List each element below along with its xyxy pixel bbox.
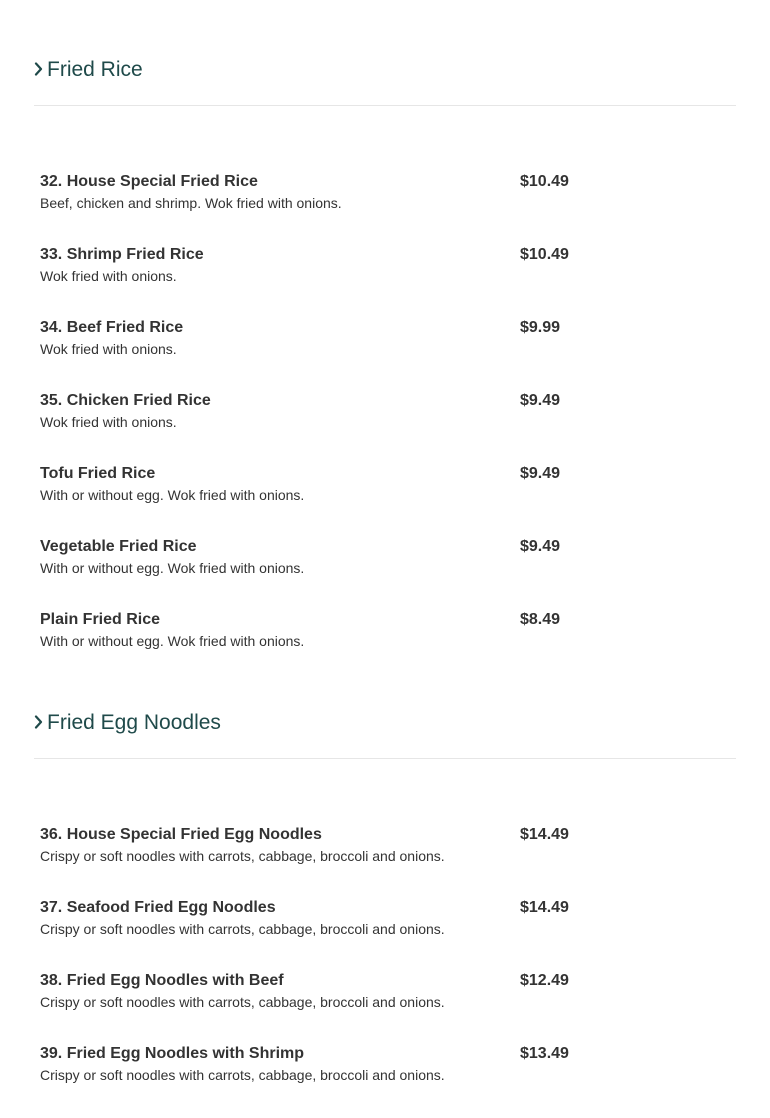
item-description: Crispy or soft noodles with carrots, cabbage, broccoli and onions. xyxy=(40,1067,445,1083)
item-name[interactable]: 37. Seafood Fried Egg Noodles xyxy=(40,899,276,916)
item-price: $10.49 xyxy=(520,173,569,190)
section-divider xyxy=(34,758,736,759)
menu-item[interactable] xyxy=(40,392,730,465)
section-divider xyxy=(34,105,736,106)
menu-item-list xyxy=(40,173,730,684)
item-description: Beef, chicken and shrimp. Wok fried with onions. xyxy=(40,195,342,211)
item-description: Wok fried with onions. xyxy=(40,341,177,357)
item-price: $13.49 xyxy=(520,1045,569,1062)
menu-item[interactable] xyxy=(40,899,730,972)
item-description: With or without egg. Wok fried with onions. xyxy=(40,560,305,576)
item-price: $12.49 xyxy=(520,972,569,989)
item-name[interactable]: 39. Fried Egg Noodles with Shrimp xyxy=(40,1045,305,1062)
item-description: With or without egg. Wok fried with onions. xyxy=(40,633,305,649)
menu-item[interactable] xyxy=(40,972,730,1045)
section-title: Fried Egg Noodles xyxy=(47,710,221,734)
menu-item[interactable] xyxy=(40,173,730,246)
item-name[interactable]: Vegetable Fried Rice xyxy=(40,538,197,555)
menu-item[interactable] xyxy=(40,538,730,611)
item-description: Crispy or soft noodles with carrots, cabbage, broccoli and onions. xyxy=(40,848,445,864)
menu-section-fried-rice xyxy=(34,51,736,649)
item-name[interactable]: 38. Fried Egg Noodles with Beef xyxy=(40,972,284,989)
section-header-fried-rice[interactable] xyxy=(34,51,736,87)
section-header-fried-egg-noodles[interactable] xyxy=(34,704,736,740)
item-price: $9.99 xyxy=(520,319,561,336)
menu-item[interactable] xyxy=(40,319,730,392)
chevron-right-icon xyxy=(34,61,47,77)
item-description: Wok fried with onions. xyxy=(40,414,177,430)
menu-item[interactable] xyxy=(40,246,730,319)
menu-item[interactable] xyxy=(40,465,730,538)
menu-section-fried-egg-noodles xyxy=(34,704,736,1083)
item-description: With or without egg. Wok fried with onions. xyxy=(40,487,305,503)
item-description: Crispy or soft noodles with carrots, cabbage, broccoli and onions. xyxy=(40,994,445,1010)
item-price: $14.49 xyxy=(520,826,569,843)
item-price: $9.49 xyxy=(520,465,561,482)
item-name[interactable]: 32. House Special Fried Rice xyxy=(40,173,258,190)
item-name[interactable]: Plain Fried Rice xyxy=(40,611,161,628)
item-description: Wok fried with onions. xyxy=(40,268,177,284)
item-name[interactable]: Tofu Fried Rice xyxy=(40,465,156,482)
menu-item[interactable] xyxy=(40,1045,730,1118)
item-price: $10.49 xyxy=(520,246,569,263)
item-price: $8.49 xyxy=(520,611,561,628)
chevron-right-icon xyxy=(34,714,47,730)
item-description: Crispy or soft noodles with carrots, cabbage, broccoli and onions. xyxy=(40,921,445,937)
item-name[interactable]: 35. Chicken Fried Rice xyxy=(40,392,211,409)
item-name[interactable]: 33. Shrimp Fried Rice xyxy=(40,246,204,263)
menu-item-list xyxy=(40,826,730,1118)
item-name[interactable]: 34. Beef Fried Rice xyxy=(40,319,184,336)
item-name[interactable]: 36. House Special Fried Egg Noodles xyxy=(40,826,322,843)
menu-item[interactable] xyxy=(40,611,730,684)
menu-item[interactable] xyxy=(40,826,730,899)
item-price: $14.49 xyxy=(520,899,569,916)
section-title: Fried Rice xyxy=(47,57,143,81)
item-price: $9.49 xyxy=(520,538,561,555)
item-price: $9.49 xyxy=(520,392,561,409)
